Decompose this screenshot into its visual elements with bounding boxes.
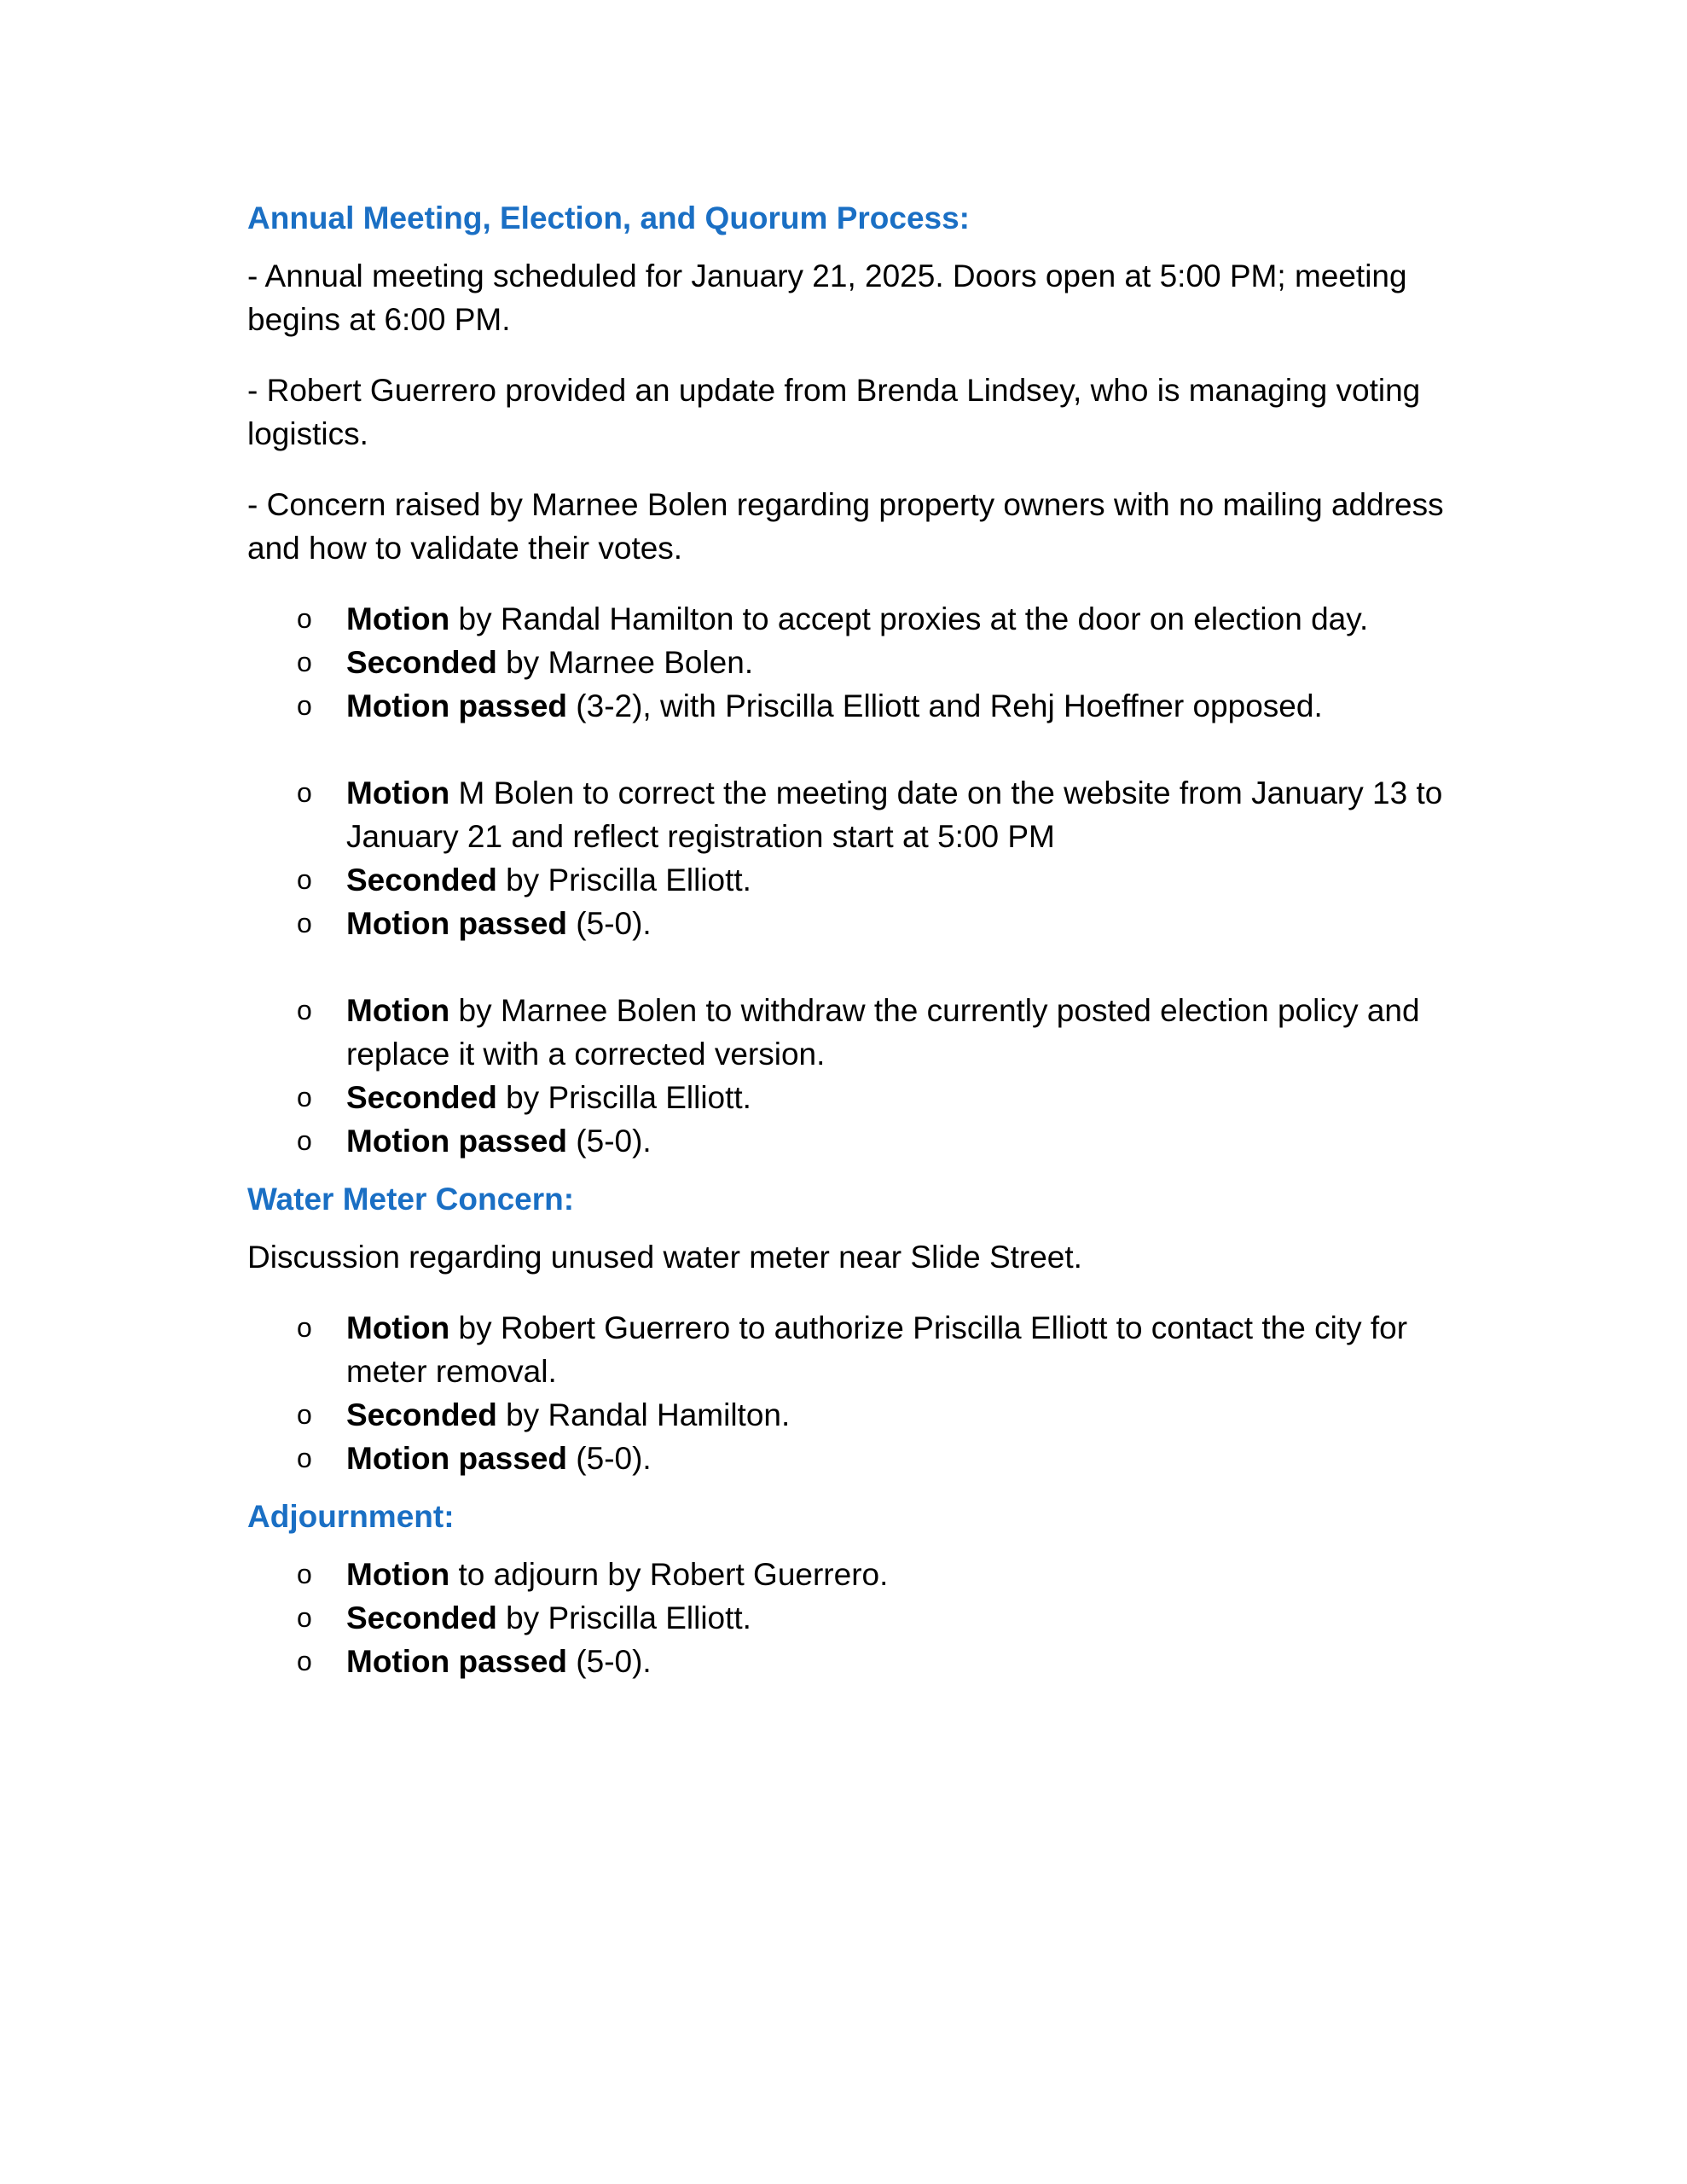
motion-label: Motion (346, 1557, 450, 1592)
motion-label: Motion passed (346, 906, 568, 941)
list-item (247, 641, 1458, 684)
motion-list (247, 597, 1458, 728)
list-item (247, 1306, 1458, 1393)
motion-text: by Marnee Bolen. (496, 645, 754, 680)
section-annual-meeting (247, 196, 1458, 1163)
motion-text: by Randal Hamilton to accept proxies at the door on election day. (449, 601, 1369, 636)
bullet-circle-icon: o (297, 1602, 312, 1633)
motion-label: Motion (346, 993, 450, 1028)
motion-text: to adjourn by Robert Guerrero. (449, 1557, 889, 1592)
list-item (247, 1596, 1458, 1640)
list-item (247, 989, 1458, 1076)
section-heading: Water Meter Concern: (247, 1182, 575, 1217)
paragraph: Discussion regarding unused water meter near Slide Street. (247, 1240, 1082, 1275)
motion-text: (5-0). (567, 1644, 652, 1679)
motion-text: (3-2), with Priscilla Elliott and Rehj Hoeffner opposed. (567, 688, 1323, 723)
list-item (247, 1437, 1458, 1480)
list-item (247, 684, 1458, 728)
motion-text: M Bolen to correct the meeting date on the website from January 13 to January 21 and reflect registration start at 5:00 PM (346, 775, 1443, 854)
section-heading: Annual Meeting, Election, and Quorum Process: (247, 200, 971, 235)
list-item (247, 1076, 1458, 1119)
motion-text: by Randal Hamilton. (496, 1397, 791, 1432)
bullet-circle-icon: o (297, 1559, 312, 1589)
paragraph: - Annual meeting scheduled for January 21, 2025. Doors open at 5:00 PM; meeting begins at 6:00 PM. (247, 258, 1407, 337)
motion-label: Motion passed (346, 1124, 568, 1159)
bullet-circle-icon: o (297, 1443, 312, 1473)
list-item (247, 1393, 1458, 1437)
list-item (247, 597, 1458, 641)
motion-list (247, 1306, 1458, 1480)
paragraph: - Robert Guerrero provided an update from Brenda Lindsey, who is managing voting logistics. (247, 373, 1421, 451)
bullet-circle-icon: o (297, 1312, 312, 1343)
motion-text: (5-0). (567, 906, 652, 941)
motion-label: Motion passed (346, 1644, 568, 1679)
motion-text: by Priscilla Elliott. (496, 863, 751, 897)
motion-label: Motion (346, 601, 450, 636)
motion-list (247, 989, 1458, 1163)
section-water-meter (247, 1177, 1458, 1480)
motion-list (247, 771, 1458, 945)
bullet-circle-icon: o (297, 603, 312, 634)
section-heading: Adjournment: (247, 1499, 455, 1534)
bullet-circle-icon: o (297, 690, 312, 721)
motion-label: Motion passed (346, 688, 568, 723)
motion-text: by Marnee Bolen to withdraw the currently posted election policy and replace it with a corrected version. (346, 993, 1420, 1072)
motion-label: Seconded (346, 1397, 497, 1432)
bullet-circle-icon: o (297, 777, 312, 808)
bullet-circle-icon: o (297, 1082, 312, 1112)
motion-label: Motion passed (346, 1441, 568, 1476)
bullet-circle-icon: o (297, 1125, 312, 1156)
list-item (247, 858, 1458, 902)
motion-label: Motion (346, 775, 450, 810)
bullet-circle-icon: o (297, 995, 312, 1025)
bullet-circle-icon: o (297, 864, 312, 895)
document-page (247, 196, 1458, 1683)
motion-text: by Priscilla Elliott. (496, 1600, 751, 1635)
motion-label: Seconded (346, 1600, 497, 1635)
list-item (247, 1553, 1458, 1596)
motion-text: (5-0). (567, 1124, 652, 1159)
motion-list (247, 1553, 1458, 1683)
bullet-circle-icon: o (297, 647, 312, 677)
bullet-circle-icon: o (297, 1399, 312, 1430)
motion-text: by Priscilla Elliott. (496, 1080, 751, 1115)
list-item (247, 771, 1458, 858)
list-item (247, 1119, 1458, 1163)
bullet-circle-icon: o (297, 908, 312, 938)
motion-text: (5-0). (567, 1441, 652, 1476)
motion-label: Seconded (346, 1080, 497, 1115)
bullet-circle-icon: o (297, 1646, 312, 1676)
paragraph: - Concern raised by Marnee Bolen regarding property owners with no mailing address and how to validate their votes. (247, 487, 1444, 566)
motion-text: by Robert Guerrero to authorize Priscilla Elliott to contact the city for meter removal. (346, 1310, 1408, 1389)
list-item (247, 902, 1458, 945)
motion-label: Seconded (346, 863, 497, 897)
list-item (247, 1640, 1458, 1683)
motion-label: Motion (346, 1310, 450, 1345)
section-adjournment (247, 1495, 1458, 1683)
motion-label: Seconded (346, 645, 497, 680)
